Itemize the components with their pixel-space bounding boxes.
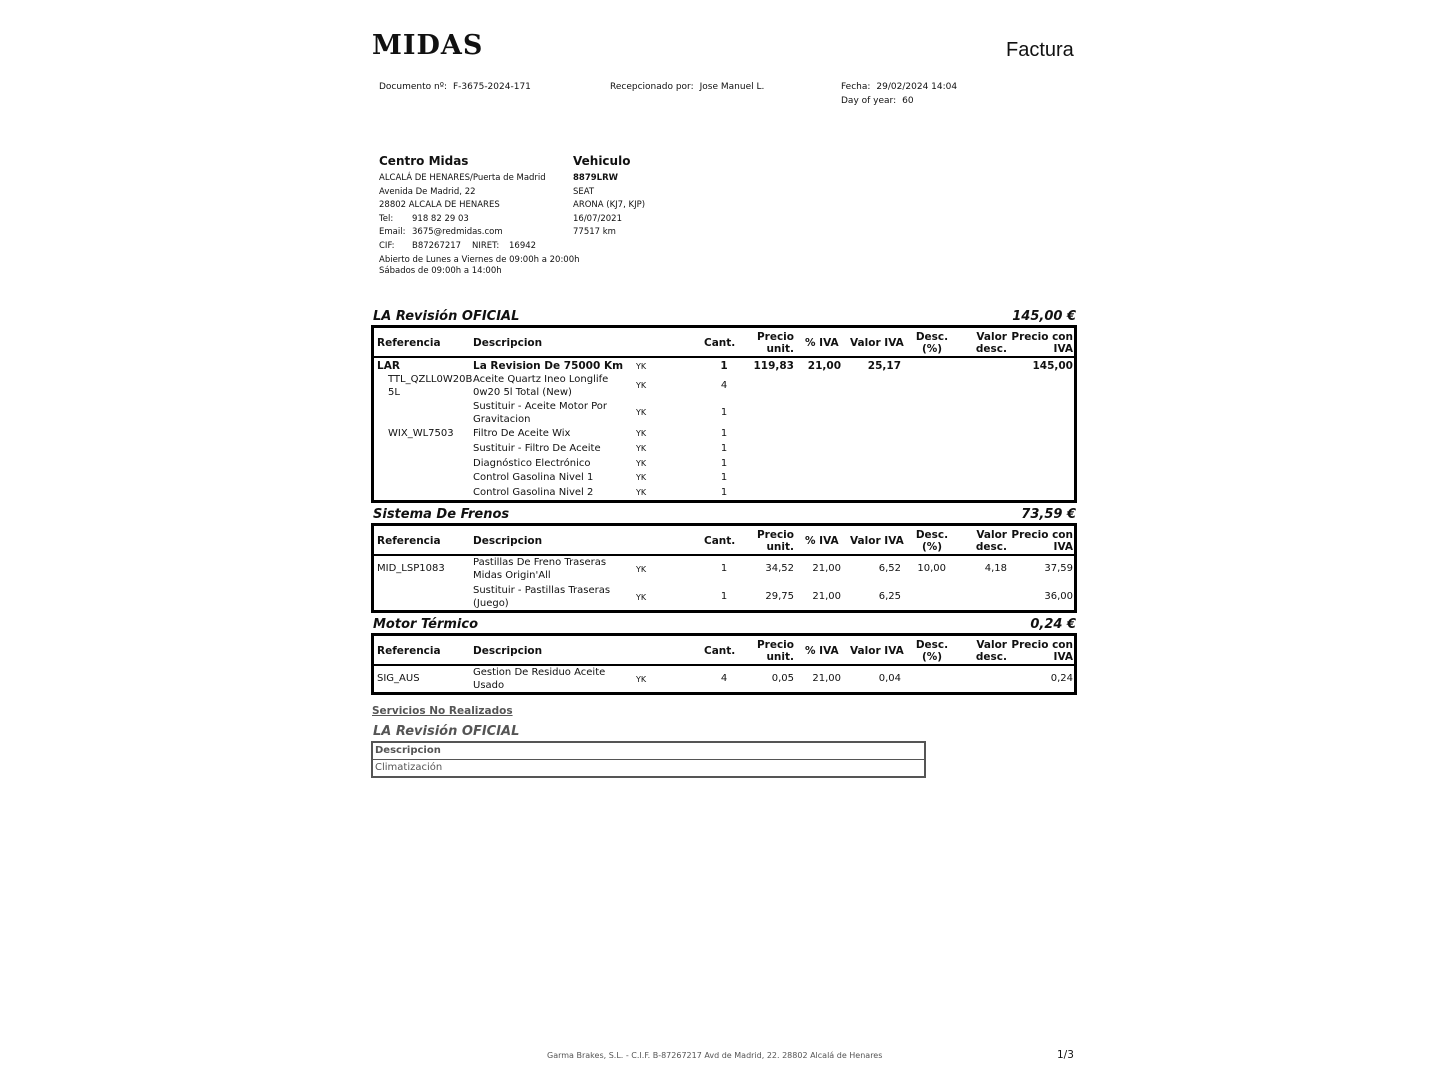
vehiculo-make: SEAT (573, 186, 595, 197)
tel-value: 918 82 29 03 (412, 213, 469, 224)
table-row: TTL_QZLL0W20B 5L Aceite Quartz Ineo Longlife 0w20 5l Total (New) YK 4 (388, 374, 728, 398)
col-precio-unit: Precio unit. (756, 331, 794, 355)
table-header: Referencia Descripcion Cant. Precio unit. % IVA Valor IVA Desc. (%) Valor desc. Precio con IVA (374, 636, 1074, 666)
col-desc-pct: Desc. (%) (915, 331, 949, 355)
table-row: Sustituir - Filtro De Aceite YK 1 (473, 443, 728, 454)
day-value: 60 (902, 96, 914, 106)
no-realizados-table (371, 741, 926, 778)
recepcionado-label: Recepcionado por: (610, 82, 694, 92)
document-type-title: Factura (1006, 39, 1074, 61)
col-valor-iva: Valor IVA (850, 337, 904, 349)
email-label: Email: (379, 227, 406, 238)
vehiculo-km: 77517 km (573, 227, 616, 238)
hours-saturday: Sábados de 09:00h a 14:00h (379, 265, 502, 276)
email-value: 3675@redmidas.com (412, 227, 503, 238)
centro-title: Centro Midas (379, 154, 469, 168)
section-motor-header (372, 617, 1076, 633)
table-row: LAR La Revision De 75000 Km YK 1 119,83 21,00 25,17 145,00 (377, 360, 1073, 372)
centro-cif (379, 240, 579, 254)
page-number: 1/3 (1057, 1049, 1074, 1061)
col-iva: % IVA (805, 337, 839, 349)
col-precio-con-iva: Precio con IVA (1011, 331, 1073, 355)
niret-value: 16942 (509, 240, 537, 251)
section-name: Sistema De Frenos (373, 507, 510, 522)
day-of-year (841, 96, 914, 106)
recepcionado-value: Jose Manuel L. (699, 82, 765, 92)
centro-details (379, 172, 579, 254)
no-realizados-col-descripcion: Descripcion (373, 743, 924, 760)
section-total: 0,24 € (1030, 617, 1076, 632)
section-name: Motor Térmico (373, 617, 479, 632)
centro-hours (379, 255, 619, 276)
table-row: Control Gasolina Nivel 2 YK 1 (473, 486, 728, 498)
section-revision-header (372, 309, 1076, 325)
table-row: Sustituir - Pastillas Traseras (Juego) YK 1 29,75 21,00 6,25 36,00 (473, 585, 1073, 609)
centro-email (379, 226, 579, 240)
servicios-no-realizados-link[interactable]: Servicios No Realizados (372, 705, 513, 717)
section-total: 145,00 € (1012, 309, 1076, 324)
section-frenos-header (372, 507, 1076, 523)
centro-tel (379, 213, 579, 227)
vehiculo-model: ARONA (KJ7, KJP) (573, 200, 646, 211)
table-row: Sustituir - Aceite Motor Por Gravitacion YK 1 (473, 401, 728, 425)
revision-table (371, 325, 1077, 503)
no-realizados-section-name: LA Revisión OFICIAL (373, 724, 520, 739)
table-header (374, 328, 1074, 358)
centro-line3: 28802 ALCALA DE HENARES (379, 200, 500, 211)
frenos-table (371, 523, 1077, 613)
col-descripcion: Descripcion (473, 337, 543, 349)
fecha (841, 82, 957, 92)
vehiculo-details (573, 172, 723, 240)
tel-label: Tel: (379, 213, 394, 224)
midas-logo: MIDAS (372, 30, 484, 61)
col-referencia: Referencia (377, 337, 441, 349)
day-label: Day of year: (841, 96, 897, 106)
section-name: LA Revisión OFICIAL (373, 309, 520, 324)
motor-table (371, 633, 1077, 695)
table-row: WIX_WL7503 Filtro De Aceite Wix YK 1 (388, 428, 728, 439)
footer-company: Garma Brakes, S.L. - C.I.F. B-87267217 Avd de Madrid, 22. 28802 Alcalá de Henares (547, 1051, 883, 1060)
cif-value: B87267217 (412, 240, 462, 251)
col-valor-desc: Valor desc. (975, 331, 1007, 355)
centro-line1: ALCALÁ DE HENARES/Puerta de Madrid (379, 173, 546, 183)
cif-label: CIF: (379, 240, 395, 251)
table-header: Referencia Descripcion Cant. Precio unit. % IVA Valor IVA Desc. (%) Valor desc. Precio con IVA (374, 526, 1074, 556)
list-item: Climatización (375, 762, 443, 773)
documento-label: Documento nº: (379, 82, 447, 92)
vehiculo-title: Vehiculo (573, 154, 631, 168)
vehiculo-plate: 8879LRW (573, 173, 618, 183)
recepcionado-por (610, 82, 764, 92)
table-row: Control Gasolina Nivel 1 YK 1 (473, 472, 728, 483)
col-cant: Cant. (704, 337, 736, 349)
documento-value: F-3675-2024-171 (452, 82, 531, 92)
section-total: 73,59 € (1021, 507, 1076, 522)
table-row: MID_LSP1083 Pastillas De Freno Traseras Midas Origin'All YK 1 34,52 21,00 6,52 10,00 4,18 37,59 (377, 557, 1073, 581)
vehiculo-date: 16/07/2021 (573, 213, 622, 224)
fecha-value: 29/02/2024 14:04 (876, 82, 958, 92)
table-row: Diagnóstico Electrónico YK 1 (473, 457, 728, 469)
fecha-label: Fecha: (841, 82, 871, 92)
documento-number (379, 82, 531, 92)
centro-line2: Avenida De Madrid, 22 (379, 186, 476, 197)
niret-label: NIRET: (472, 240, 500, 251)
hours-weekday: Abierto de Lunes a Viernes de 09:00h a 20:00h (379, 255, 580, 265)
table-row: SIG_AUS Gestion De Residuo Aceite Usado YK 4 0,05 21,00 0,04 0,24 (377, 667, 1073, 691)
